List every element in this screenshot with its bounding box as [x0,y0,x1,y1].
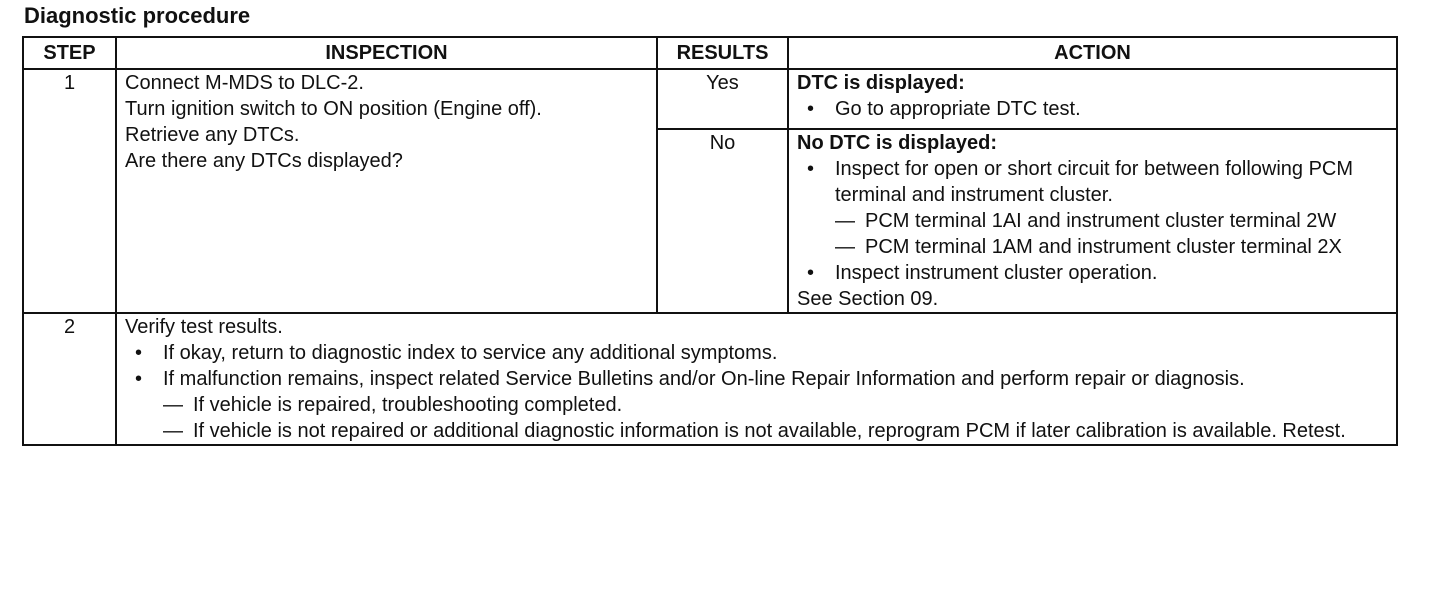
step2-bullet [125,366,1388,444]
step2-number: 2 [23,313,116,445]
step2-row [23,313,1397,445]
action-no-bullet-text: Inspect for open or short circuit for between following PCM terminal and instrument cluster. [835,158,1354,206]
step2-bullets [125,340,1388,444]
action-no-heading: No DTC is displayed: [797,132,998,154]
step1-inspection-line: Are there any DTCs displayed? [125,150,403,172]
step1-inspection [116,69,657,313]
action-no-bullets [797,156,1388,286]
header-row [23,37,1397,69]
header-step: STEP [23,37,116,69]
action-yes-bullet: • Go to appropriate DTC test. [797,96,1388,122]
header-action: ACTION [788,37,1397,69]
step2-bullet: • If okay, return to diagnostic index to service any additional symptoms. [125,340,1388,366]
step1-inspection-line: Connect M-MDS to DLC-2. [125,72,364,94]
action-no-footer: See Section 09. [797,288,939,310]
page-title: Diagnostic procedure [24,3,251,28]
step1-action-yes [788,69,1397,129]
action-no-dash-item: — PCM terminal 1AI and instrument cluster terminal 2W [835,208,1388,234]
action-no-dashes [835,208,1388,260]
step2-intro: Verify test results. [125,316,283,338]
step1-number: 1 [23,69,116,313]
action-no-dash-item: — PCM terminal 1AM and instrument cluster terminal 2X [835,234,1388,260]
header-results: RESULTS [657,37,788,69]
step2-dash-item: — If vehicle is not repaired or additional diagnostic information is not available, reprogram PCM if later calibration is available. Retest. [163,418,1388,444]
step1-yes-row [23,69,1397,129]
step1-action-no [788,129,1397,313]
step2-inspection [116,313,1397,445]
step1-inspection-line: Turn ignition switch to ON position (Engine off). [125,98,542,120]
step1-inspection-line: Retrieve any DTCs. [125,124,300,146]
step1-result-no: No [657,129,788,313]
step2-bullet-text: If malfunction remains, inspect related Service Bulletins and/or On-line Repair Information and perform repair or diagnosis. [163,368,1245,390]
step1-result-yes: Yes [657,69,788,129]
step2-dash-item: — If vehicle is repaired, troubleshooting completed. [163,392,1388,418]
diagnostic-table [22,36,1398,446]
action-yes-heading: DTC is displayed: [797,72,965,94]
action-no-bullet [797,156,1388,260]
action-no-bullet: • Inspect instrument cluster operation. [797,260,1388,286]
step2-dashes [163,392,1388,444]
action-yes-bullets [797,96,1388,122]
header-inspection: INSPECTION [116,37,657,69]
